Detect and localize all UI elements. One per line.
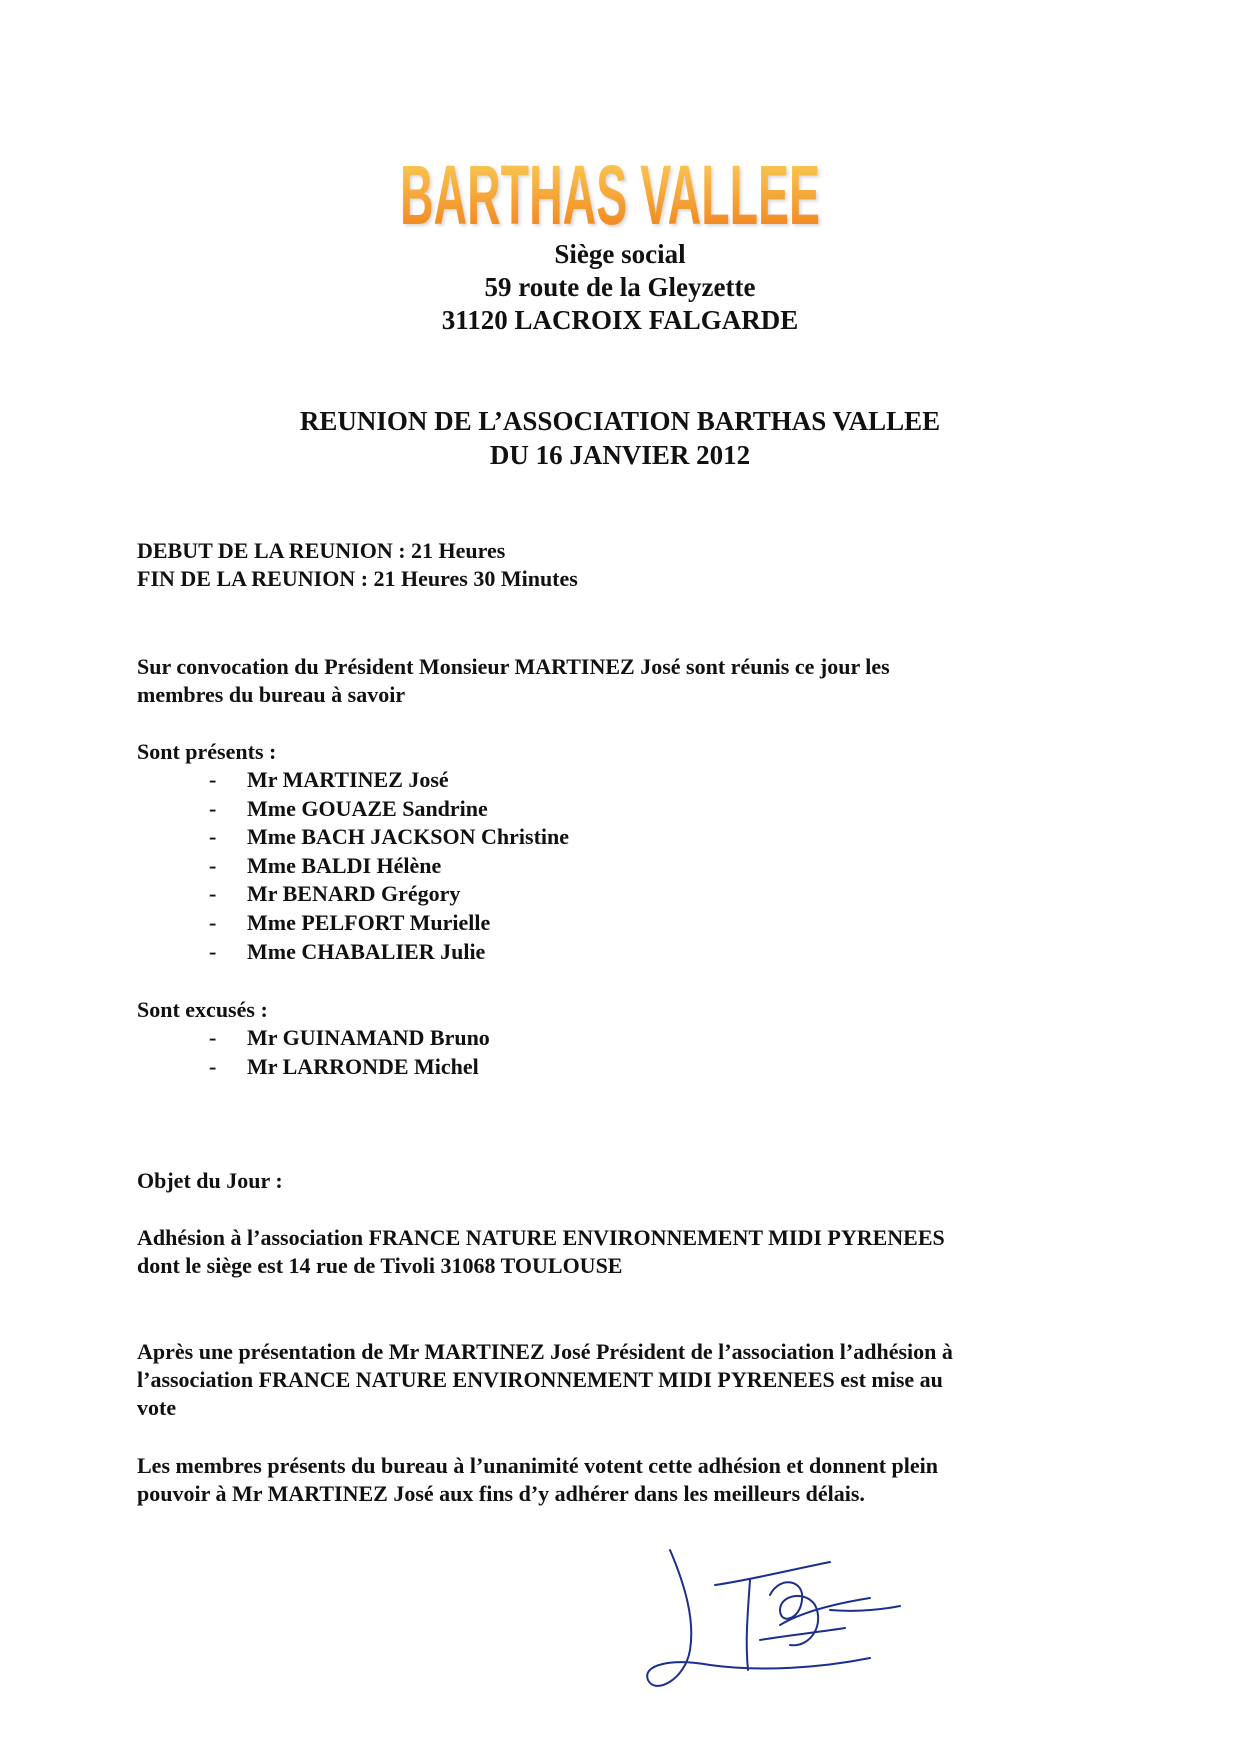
bullet-dash: - [209, 938, 217, 964]
meeting-times [137, 537, 578, 593]
meeting-start: DEBUT DE LA REUNION : 21 Heures [137, 538, 506, 563]
document-title: REUNION DE L’ASSOCIATION BARTHAS VALLEE [299, 406, 941, 436]
presentation-line: Après une présentation de Mr MARTINEZ José Président de l’association l’adhésion à [137, 1339, 953, 1364]
member-name: Mr BENARD Grégory [247, 881, 461, 907]
intro-line: Sur convocation du Président Monsieur MARTINEZ José sont réunis ce jour les [137, 654, 890, 679]
bullet-dash: - [209, 824, 217, 850]
member-name: Mme PELFORT Murielle [247, 909, 491, 935]
objet-line: dont le siège est 14 rue de Tivoli 31068 TOULOUSE [137, 1253, 623, 1278]
barthas-vallee-logo [360, 140, 860, 240]
member-name: Mme GOUAZE Sandrine [247, 795, 488, 821]
meeting-end: FIN DE LA REUNION : 21 Heures 30 Minutes [137, 566, 578, 591]
member-name: Mr LARRONDE Michel [247, 1053, 479, 1079]
bullet-dash: - [209, 795, 217, 821]
objet-paragraph [137, 1224, 1087, 1280]
document-date: DU 16 JANVIER 2012 [489, 440, 751, 470]
presentation-paragraph [137, 1338, 1087, 1422]
logo-text: BARTHAS VALLEE [400, 148, 820, 242]
member-name: Mme BALDI Hélène [247, 852, 442, 878]
intro-line: membres du bureau à savoir [137, 682, 406, 707]
bullet-dash: - [209, 1053, 217, 1079]
presentation-line: vote [137, 1395, 177, 1420]
handwritten-signature [630, 1540, 930, 1700]
excused-heading: Sont excusés : [137, 997, 268, 1022]
intro-paragraph [137, 653, 1037, 709]
objet-line: Adhésion à l’association FRANCE NATURE ENVIRONNEMENT MIDI PYRENEES [137, 1225, 945, 1250]
presentation-line: l’association FRANCE NATURE ENVIRONNEMENT MIDI PYRENEES est mise au [137, 1367, 943, 1392]
member-name: Mr GUINAMAND Bruno [247, 1025, 490, 1050]
member-name: Mme BACH JACKSON Christine [247, 824, 570, 850]
address-line-1: Siège social [554, 239, 686, 269]
bullet-dash: - [209, 852, 217, 878]
bullet-dash: - [209, 767, 217, 792]
bullet-dash: - [209, 881, 217, 907]
address-line-2: 59 route de la Gleyzette [484, 272, 756, 302]
objet-heading: Objet du Jour : [137, 1168, 283, 1193]
bullet-dash: - [209, 909, 217, 935]
vote-paragraph [137, 1452, 1087, 1508]
member-name: Mr MARTINEZ José [247, 767, 449, 792]
address-line-3: 31120 LACROIX FALGARDE [441, 305, 799, 335]
vote-line: pouvoir à Mr MARTINEZ José aux fins d’y adhérer dans les meilleurs délais. [137, 1481, 865, 1506]
member-name: Mme CHABALIER Julie [247, 938, 486, 964]
present-heading: Sont présents : [137, 739, 277, 764]
vote-line: Les membres présents du bureau à l’unanimité votent cette adhésion et donnent plein [137, 1453, 938, 1478]
bullet-dash: - [209, 1025, 217, 1050]
